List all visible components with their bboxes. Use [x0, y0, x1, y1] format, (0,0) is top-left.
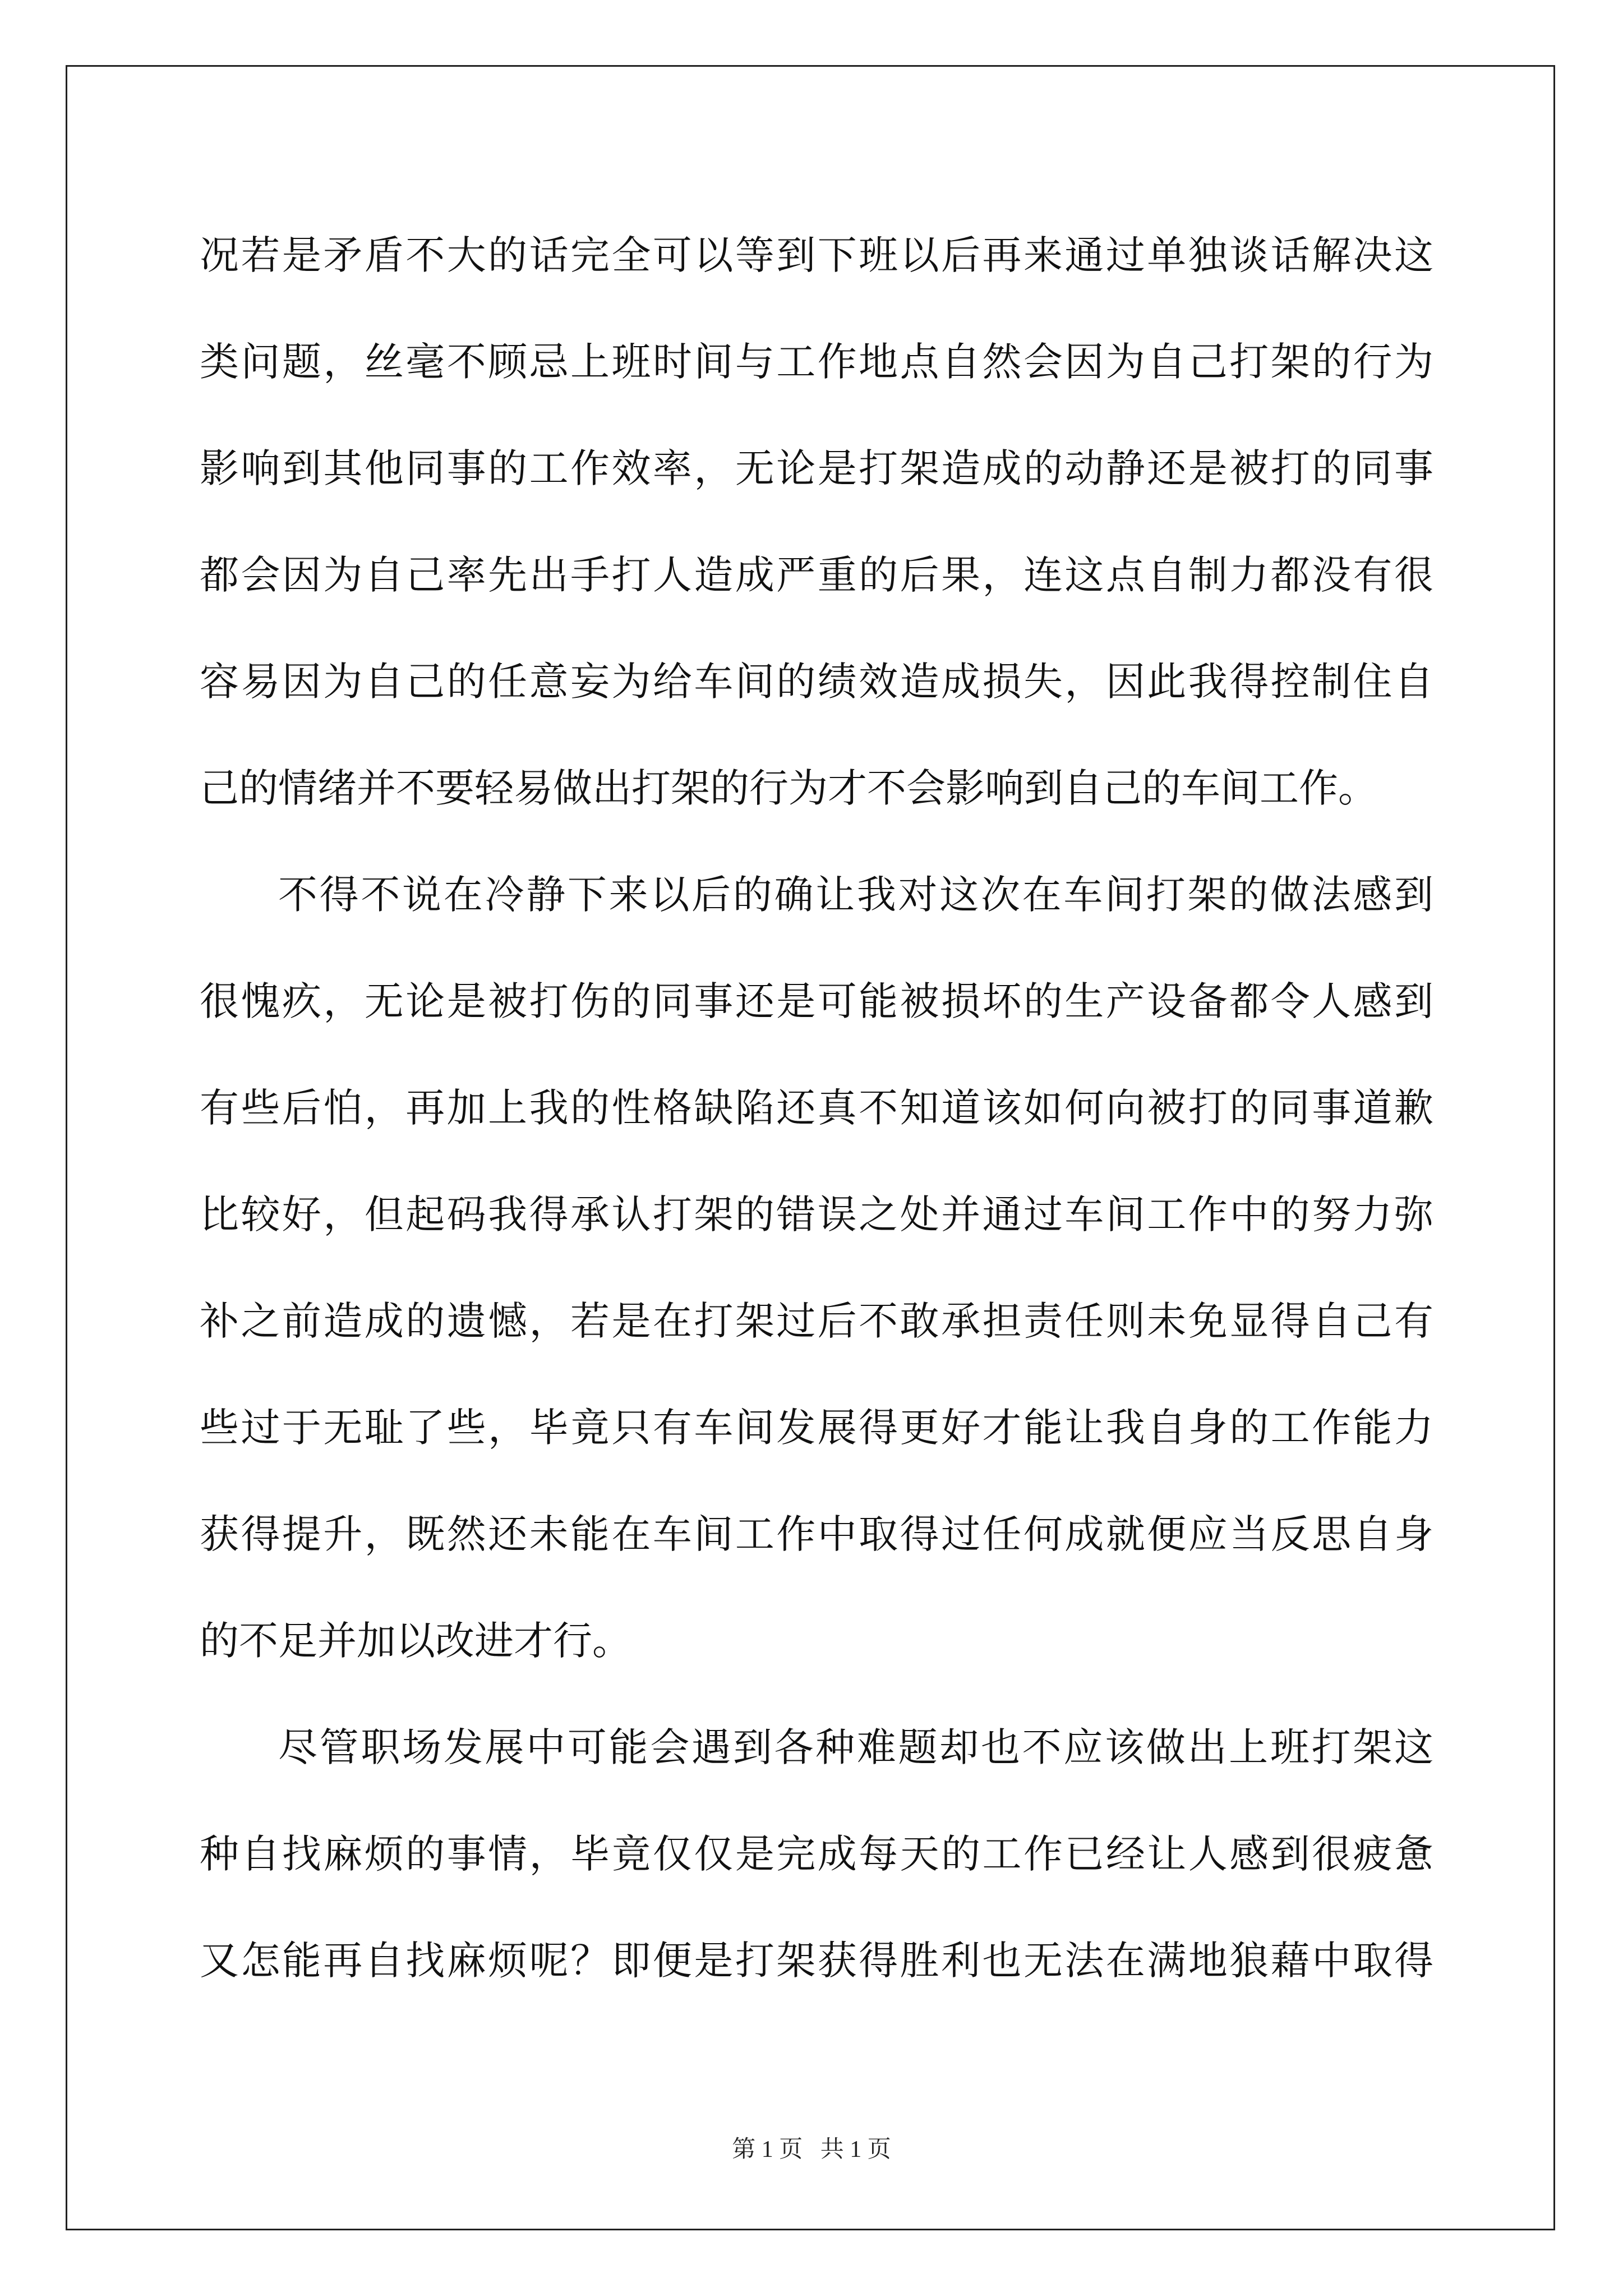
- paragraph-2-line-3: 有些后怕，再加上我的性格缺陷还真不知道该如何向被打的同事道歉: [200, 1085, 1433, 1131]
- paragraph-3-line-3: 又怎能再自找麻烦呢？即便是打架获得胜利也无法在满地狼藉中取得: [200, 1938, 1433, 1984]
- paragraph-1-line-3: 影响到其他同事的工作效率，无论是打架造成的动静还是被打的同事: [200, 445, 1433, 491]
- paragraph-1-line-5: 容易因为自己的任意妄为给车间的绩效造成损失，因此我得控制住自: [200, 659, 1433, 705]
- paragraph-1-line-1: 况若是矛盾不大的话完全可以等到下班以后再来通过单独谈话解决这: [200, 232, 1433, 278]
- paragraph-2-line-5: 补之前造成的遗憾，若是在打架过后不敢承担责任则未免显得自己有: [200, 1298, 1433, 1344]
- paragraph-3-line-2: 种自找麻烦的事情，毕竟仅仅是完成每天的工作已经让人感到很疲惫: [200, 1831, 1433, 1877]
- document-body: [200, 202, 1433, 2014]
- paragraph-1-line-6: 己的情绪并不要轻易做出打架的行为才不会影响到自己的车间工作。: [200, 765, 1377, 811]
- paragraph-2-line-7: 获得提升，既然还未能在车间工作中取得过任何成就便应当反思自身: [200, 1511, 1433, 1557]
- paragraph-2-line-6: 些过于无耻了些，毕竟只有车间发展得更好才能让我自身的工作能力: [200, 1405, 1433, 1451]
- paragraph-3-line-1: 尽管职场发展中可能会遇到各种难题却也不应该做出上班打架这: [278, 1724, 1433, 1770]
- page-footer: [0, 2131, 1623, 2164]
- paragraph-2-line-1: 不得不说在冷静下来以后的确让我对这次在车间打架的做法感到: [278, 872, 1433, 918]
- paragraph-2-line-8: 的不足并加以改进才行。: [200, 1618, 631, 1664]
- paragraph-1-line-2: 类问题，丝毫不顾忌上班时间与工作地点自然会因为自己打架的行为: [200, 339, 1433, 385]
- paragraph-2-line-4: 比较好，但起码我得承认打架的错误之处并通过车间工作中的努力弥: [200, 1191, 1433, 1237]
- paragraph-1-line-4: 都会因为自己率先出手打人造成严重的后果，连这点自制力都没有很: [200, 552, 1433, 598]
- page-number-text: 第 1 页 共 1 页: [732, 2137, 891, 2162]
- paragraph-2-line-2: 很愧疚，无论是被打伤的同事还是可能被损坏的生产设备都令人感到: [200, 978, 1433, 1024]
